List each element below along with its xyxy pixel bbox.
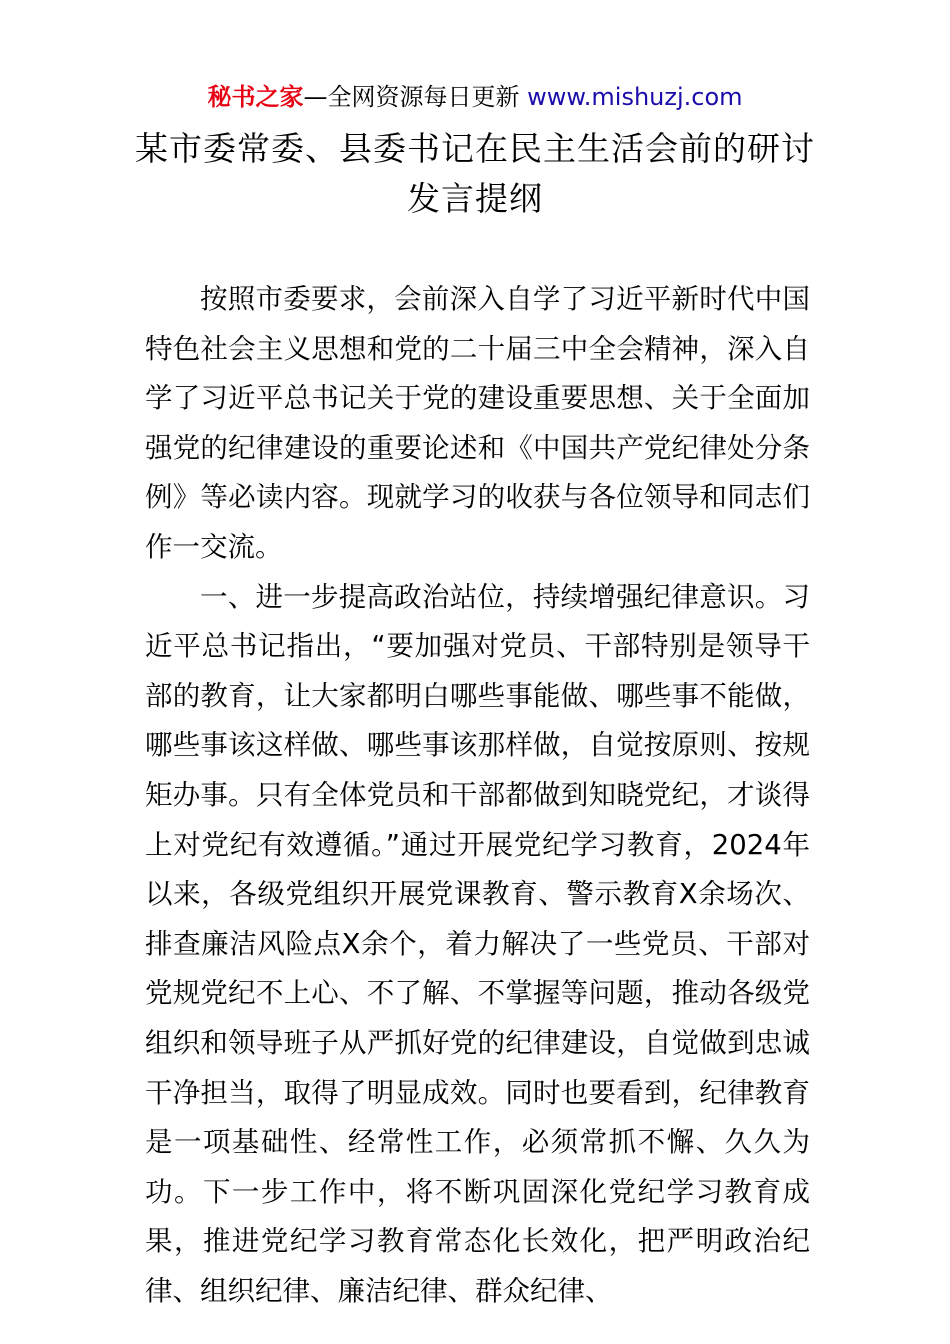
brand-name: 秘书之家 (207, 83, 304, 111)
document-body (145, 275, 810, 1316)
site-url-link[interactable]: www.mishuzj.com (527, 83, 743, 111)
document-title: 某市委常委、县委书记在民主生活会前的研讨发言提纲 (135, 129, 815, 218)
paragraph: 按照市委要求，会前深入自学了习近平新时代中国特色社会主义思想和党的二十届三中全会精神，深入自学了习近平总书记关于党的建设重要思想、关于全面加强党的纪律建设的重要论述和《中国共产党纪律处分条例》等必读内容。现就学习的收获与各位领导和同志们作一交流。 (145, 283, 810, 563)
site-header (0, 80, 950, 114)
paragraph: 一、进一步提高政治站位，持续增强纪律意识。习近平总书记指出，“要加强对党员、干部特别是领导干部的教育，让大家都明白哪些事能做、哪些事不能做，哪些事该这样做、哪些事该那样做，自觉按原则、按规矩办事。只有全体党员和干部都做到知晓党纪，才谈得上对党纪有效遵循。”通过开展党纪学习教育，2024年以来，各级党组织开展党课教育、警示教育X余场次、排查廉洁风险点X余个，着力解决了一些党员、干部对党规党纪不上心、不了解、不掌握等问题，推动各级党组织和领导班子从严抓好党的纪律建设，自觉做到忠诚干净担当，取得了明显成效。同时也要看到，纪律教育是一项基础性、经常性工作，必须常抓不懈、久久为功。下一步工作中，将不断巩固深化党纪学习教育成果，推进党纪学习教育常态化长效化，把严明政治纪律、组织纪律、廉洁纪律、群众纪律、 (145, 580, 810, 1307)
header-tagline: —全网资源每日更新 (303, 83, 520, 111)
